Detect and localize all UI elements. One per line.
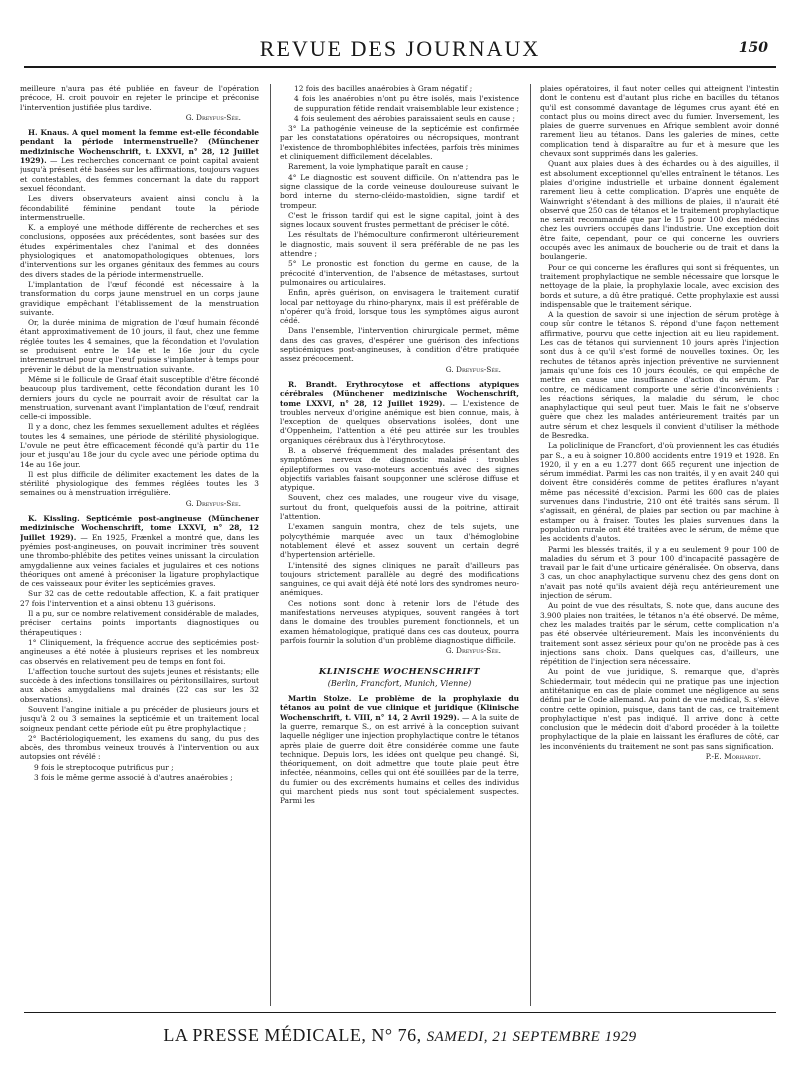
section-title: KLINISCHE WOCHENSCHRIFT [318,666,481,677]
paragraph: 5° Le pronostic est fonction du germe en cause, de la précocité d'intervention, de l'absence de métastases, surtout pulmonaires ou articulaires. [280,259,519,287]
author-signature: G. Dreyfus-Sée. [185,498,241,508]
paragraph: K. a employé une méthode différente de recherches et ses conclusions, opposées aux précédentes, sont basées sur des études expérimentales chez l'animal et des données physiologiques et anatomopathologiques obtenues, lors d'interventions sur les organes génitaux des femmes au cours des divers stades de la période intermenstruelle. [20,223,259,279]
author-signature: G. Dreyfus-Sée. [445,646,501,656]
paragraph: C'est le frisson tardif qui est le signe capital, joint à des signes locaux souvent frustes permettant de préciser le côté. [280,210,519,230]
paragraph: Au point de vue des résultats, S. note que, dans aucune des 3.900 plaies non traitées, le tétanos n'a été observé. De même, chez les malades traités par le sérum, cette complication n'a pas été observée ultérieurement. Mais les inconvénients du traitement sont assez sérieux pour qu'on ne procède pas à ces injections sans choix. Dans quelques cas, d'ailleurs, une répétition de l'injection sera nécessaire. [540,601,779,667]
paragraph: Les divers observateurs avaient ainsi conclu à la fécondabilité féminine pendant toute la période intermenstruelle. [20,194,259,222]
paragraph: Or, la durée minima de migration de l'œuf humain fécondé étant approximativement de 10 jours, il faut, chez une femme réglée toutes les 4 semaines, que la fécondation et l'ovulation se produisent entre le 14e et le 16e jour du cycle intermenstruel pour que l'œuf puisse s'implanter à temps pour prévenir le début de la menstruation suivante. [20,318,259,374]
list-item: 12 fois des bacilles anaérobies à Gram négatif ; [294,84,473,93]
paragraph: plaies opératoires, il faut noter celles qui atteignent l'intestin dont le contenu est d'autant plus riche en bacilles du tétanos qu'il est consommé davantage de légumes crus ayant été en contact plus ou moins direct avec du fumier. Inversement, les plaies de guerre survenues en Afrique semblent avoir donné rarement lieu au tétanos. Dans les galeries de mines, cette complication tend à disparaître au fur et à mesure que les chevaux sont supprimés dans les galeries. [540,84,779,159]
list-item: 3 fois le même germe associé à d'autres anaérobies ; [34,773,233,783]
paragraph: Rarement, la voie lymphatique paraît en cause ; [288,162,469,172]
section-subtitle: (Berlin, Francfort, Munich, Vienne) [327,678,472,688]
footer-line [24,1025,776,1046]
paragraph: 4° Le diagnostic est souvent difficile. On n'attendra pas le signe classique de la corde veineuse douloureuse suivant le bord interne du sterno-cléido-mastoïdien, signe tardif et trompeur. [280,172,519,210]
paragraph: Il a pu, sur ce nombre relativement considérable de malades, préciser certains points importants diagnostiques ou thérapeutiques : [20,609,259,637]
paragraph: Les résultats de l'hémoculture confirmeront ultérieurement le diagnostic, mais souvent il sera préférable de ne pas les attendre ; [280,230,519,259]
paragraph: B. a observé fréquemment des malades présentant des symptômes nerveux de diagnostic malaisé : troubles épileptiformes ou vaso-moteurs accentués avec des signes objectifs variables faisant soupçonner une sclérose diffuse et atypique. [280,445,519,493]
author-signature: G. Dreyfus-Sée. [185,112,241,122]
paragraph: Même si le follicule de Graaf était susceptible d'être fécondé beaucoup plus tardivement, cette fécondation durant les 10 derniers jours du cycle ne pourrait avoir de résultat car la menstruation, survenant avant l'implantation de l'œuf, rendrait celle-ci impossible. [20,374,259,422]
column-right [540,84,779,1006]
paragraph: Quant aux plaies dues à des échardes ou à des aiguilles, il est absolument exceptionnel qu'elles entraînent le tétanos. Les plaies d'origine industrielle et urbaine donnent également rarement lieu à cette complication. D'après une enquête de Wainwright s'étendant à des millions de plaies, il n'aurait été observé que 250 cas de tétanos et le traitement prophylactique ne serait recommandé que par le 15 pour 100 des médecins chez les ouvriers occupés dans l'industrie. Une exception doit être faite, cependant, pour ce qui concerne les ouvriers occupés avec les animaux de boucherie ou de trait et dans la boulangerie. [540,159,779,262]
page-number: 150 [738,40,768,56]
article-columns [20,84,780,1006]
issue-date: SAMEDI, 21 SEPTEMBRE 1929 [426,1029,637,1045]
author-signature: P.-E. Morhardt. [705,752,761,762]
paragraph: Enfin, après guérison, on envisagera le traitement curatif local par nettoyage du rhino-pharynx, mais il est préférable de n'opérer qu'à froid, lorsque tous les symptômes aigus auront cédé. [280,288,519,326]
paragraph: Il est plus difficile de délimiter exactement les dates de la stérilité physiologique des femmes réglées toutes les 3 semaines ou à menstruation irrégulière. [20,469,259,498]
paragraph: Au point de vue juridique, S. remarque que, d'après Schiedermair, tout médecin qui ne pratique pas une injection antitétanique en cas de plaie commet une négligence au sens défini par le Code allemand. Au point de vue médical, S. s'élève contre cette opinion, puisque, dans tant de cas, ce traitement prophylactique n'est pas indiqué. Il arrive donc à cette conclusion que le médecin doit d'abord procéder à la toilette prophylactique de la plaie en laissant les éraflures de côté, car les inconvénients du traitement ne sont pas sans signification. [540,667,779,751]
paragraph: Il y a donc, chez les femmes sexuellement adultes et réglées toutes les 4 semaines, une période de stérilité physiologique. L'ovule ne peut être efficacement fécondé qu'à partir du 11e jour et jusqu'au 18e jour du cycle avec une période optima du 14e au 16e jour. [20,422,259,469]
paragraph: Dans l'ensemble, l'intervention chirurgicale permet, même dans des cas graves, d'espérer une guérison des infections septicémiques post-angineuses, à condition d'être pratiquée assez précocement. [280,326,519,364]
running-title: REVUE DES JOURNAUX [259,36,541,61]
article-heading-stolze [280,694,519,806]
list-item: 4 fois seulement des aérobies paraissaient seuls en cause ; [294,113,515,123]
article-lead: — A la suite de la guerre, remarque S., on est arrivé à la conception suivant laquelle négliger une injection prophylactique contre le tétanos après plaie de guerre doit être considérée comme une faute technique. Depuis lors, les idées ont quelque peu changé. Si, théoriquement, on doit admettre que toute plaie peut être infectée, néanmoins, celles qui ont été souillées par de la terre, du fumier ou des excréments humains et celles des individus qui marchent pieds nus sont tout spécialement suspectes. Parmi les [280,712,519,806]
paragraph: L'implantation de l'œuf fécondé est nécessaire à la transformation du corps jaune menstruel en un corps jaune gravidique empêchant l'établissement de la menstruation suivante. [20,279,259,317]
author-signature: G. Dreyfus-Sée. [445,364,501,374]
column-left [20,84,259,1006]
page-footer [24,1012,776,1053]
column-middle [280,84,519,1006]
article-lead: — L'existence de troubles nerveux d'origine anémique est bien connue, mais, à l'exception de quelques observations isolées, dont une d'Oppenheim, l'attention a été peu attirée sur les troubles organiques cérébraux dus à l'érythrocytose. [280,398,519,445]
article-lead: — En 1925, Frænkel a montré que, dans les pyémies post-angineuses, on pouvait incriminer très souvent une thrombo-phlébite des petites veines unissant la circulation amygdalienne aux veines faciales et jugulaires et ces notions théoriques ont amené à préconiser la ligature prophylactique de ces vaisseaux pour éviter les septicémies graves. [20,532,259,589]
paragraph: Souvent l'angine initiale a pu précéder de plusieurs jours et jusqu'à 2 ou 3 semaines la septicémie et un traitement local soigneux pendant cette période eût pu être prophylactique ; [20,705,259,733]
paragraph: 2° Bactériologiquement, les examens du sang, du pus des abcès, des thrombus veineux trouvés à l'intervention ou aux autopsies ont révélé : [20,733,259,762]
list-item: 9 fois le streptocoque putrificus pur ; [34,762,174,772]
article-citation: R. Brandt. Erythrocytose et affections atypiques cérébrales (Münchener medizinische Wochenschrift, tome LXXVI, n° 28, 12 Juillet 1929). [280,379,519,408]
journal-issue: LA PRESSE MÉDICALE, N° 76, [163,1025,422,1045]
paragraph: Parmi les blessés traités, il y a eu seulement 9 pour 100 de maladies du sérum et 3 pour 100 d'incapacité passagère de travail par le fait d'une urticaire généralisée. On observa, dans 3 cas, un choc anaphylactique survenu chez des gens dont on n'avait pas noté qu'ils avaient déjà reçu antérieurement une injection de sérum. [540,544,779,601]
article-heading-knaus [20,128,259,193]
paragraph: L'affection touche surtout des sujets jeunes et résistants; elle succède à des infections tonsillaires ou péritonsillaires, surtout aux abcès amygdaliens mal drainés (22 cas sur les 32 observations). [20,666,259,704]
article-citation: K. Kissling. Septicémie post-angineuse (Münchener medizinische Wochenschrift, tome LXXVI, n° 28, 12 Juillet 1929). [20,514,259,542]
paragraph: meilleure n'aura pas été publiée en faveur de l'opération précoce, H. croit pouvoir en rejeter le principe et préconise l'intervention justifiée plus tardive. [20,84,259,112]
paragraph: Pour ce qui concerne les éraflures qui sont si fréquentes, un traitement prophylactique ne semble nécessaire que lorsque le nettoyage de la plaie, la prophylaxie locale, avec excision des bords et suture, a dû être pratiqué. Cette prophylaxie est aussi indispensable que le traitement sérique. [540,262,779,309]
paragraph: Souvent, chez ces malades, une rougeur vive du visage, surtout du front, quelquefois aussi de la poitrine, attirait l'attention. [280,493,519,522]
list-item: 4 fois les anaérobies n'ont pu être isolés, mais l'existence de suppuration fétide rendait vraisemblable leur existence ; [294,94,519,113]
paragraph: 3° La pathogénie veineuse de la septicémie est confirmée par les constatations opératoires ou nécropsiques, montrant l'existence de thrombophlébites infectées, parfois très minimes et cliniquement difficilement décelables. [280,124,519,162]
article-lead: — Les recherches concernant ce point capital avaient jusqu'à présent été basées sur les affirmations, toujours vagues et contestables, des femmes concernant la date du rapport sexuel fécondant. [20,156,259,193]
article-heading-kissling [20,514,259,588]
paragraph: La policlinique de Francfort, d'où proviennent les cas étudiés par S., a eu à soigner 10.800 accidents entre 1919 et 1928. En 1920, il y en a eu 1.277 dont 665 reçurent une injection de sérum immédiat. Parmi les cas non traités, il y en avait 240 qui doivent être considérés comme de petites éraflures n'ayant même pas nécessité d'excision. Parmi les 600 cas de plaies survenues dans l'industrie, 210 ont été traités sans sérum. Il s'agissait, en général, de plaies par section ou par machine à estamper ou à fraiser. Toutes les plaies survenues dans la population rurale ont été traitées avec le sérum, de même que les accidents d'autos. [540,441,779,544]
article-heading-brandt [280,380,519,445]
paragraph: 1° Cliniquement, la fréquence accrue des septicémies post-angineuses a été notée à plusieurs reprises et les nombreux cas observés en relativement peu de temps en font foi. [20,637,259,666]
paragraph: L'intensité des signes cliniques ne paraît d'ailleurs pas toujours strictement parallèle au degré des modifications sanguines, ce qui avait déjà été noté lors des syndromes neuro-anémiques. [280,560,519,598]
page-header [24,22,776,68]
paragraph: Ces notions sont donc à retenir lors de l'étude des manifestations nerveuses atypiques, souvent rangées à tort dans le domaine des troubles purement fonctionnels, et un examen hématologique, pratiqué dans ces cas douteux, pourra parfois fournir la solution d'un problème diagnostique difficile. [280,598,519,645]
paragraph: A la question de savoir si une injection de sérum protège à coup sûr contre le tétanos S. répond d'une façon nettement affirmative, pourvu que cette injection ait eu lieu rapidement. Les cas de tétanos qui surviennent 10 jours après l'injection sont dus à ce qu'il s'est formé de nouvelles toxines. Or, les rechutes de tétanos après injection préventive ne surviennent jamais qu'une fois ces 10 jours écoulés, ce qui empêche de mettre en cause une insuffisance d'action du sérum. Par contre, ce médicament comporte une série d'inconvénients : les réactions sériques, la maladie du sérum, le choc anaphylactique qui seul peut tuer. Mais le fait ne s'observe guère que chez les malades antérieurement traités par un autre sérum et chez lesquels il convient d'utiliser la méthode de Besredka. [540,310,779,440]
article-citation: Martin Stolze. Le problème de la prophylaxie du tétanos au point de vue clinique et juridique (Klinische Wochenschrift, t. VIII, n° 14, 2 Avril 1929). [280,694,519,722]
article-citation: H. Knaus. A quel moment la femme est-elle fécondable pendant la période intermenstruelle? (Münchener medizinische Wochenschrift, t. LXXVI, n° 28, 12 Juillet 1929). [20,128,259,166]
paragraph: Sur 32 cas de cette redoutable affection, K. a fait pratiquer 27 fois l'intervention et a ainsi obtenu 13 guérisons. [20,589,259,608]
paragraph: L'examen sanguin montra, chez de tels sujets, une polycythémie marquée avec un taux d'hémoglobine notablement élevé et assez souvent un certain degré d'hypertension artérielle. [280,522,519,560]
